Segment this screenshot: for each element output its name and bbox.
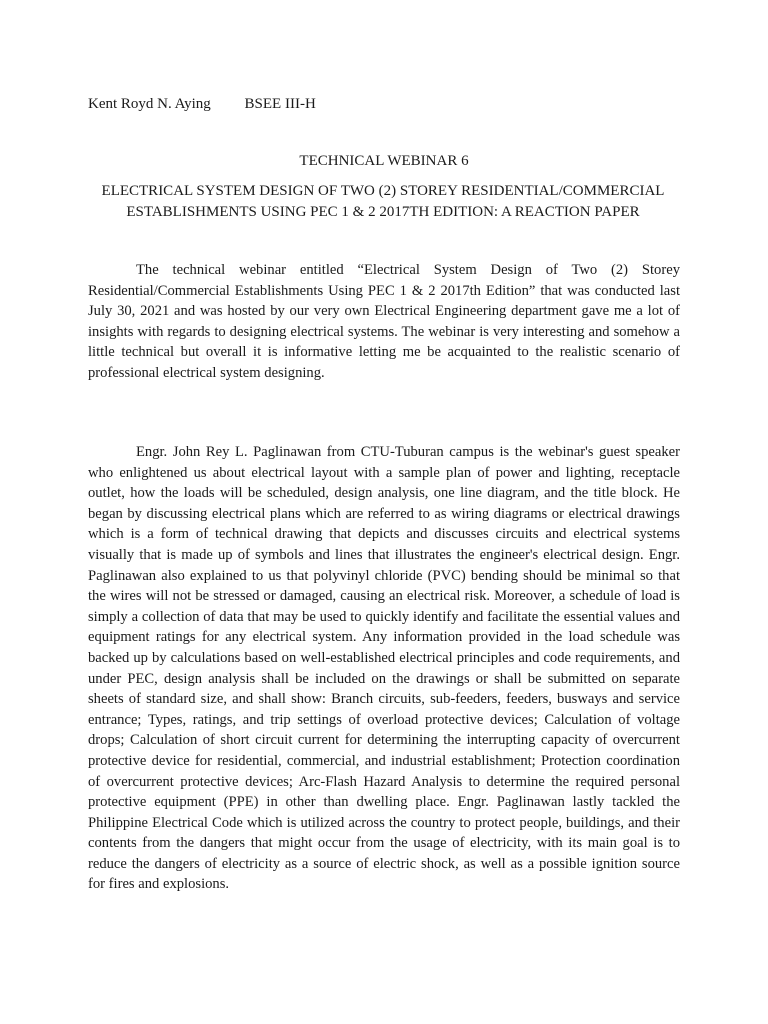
body-paragraph-intro: The technical webinar entitled “Electrical System Design of Two (2) Storey Residential/Commercial Establishments Using PEC 1 & 2 2017th Edition” that was conducted last July 30, 2021 and was hosted by our very own Electrical Engineering department gave me a lot of insights with regards to designing electrical systems. The webinar is very interesting and somehow a little technical but overall it is informative letting me be acquainted to the realistic scenario of professional electrical system designing. xyxy=(88,262,680,381)
body-paragraph-speaker: Engr. John Rey L. Paglinawan from CTU-Tuburan campus is the webinar's guest speaker who enlightened us about electrical layout with a sample plan of power and lighting, receptacle outlet, how the loads will be scheduled, design analysis, one line diagram, and the title block. He began by discussing electrical plans which are referred to as wiring diagrams or electrical drawings which is a form of technical drawing that depicts and discusses circuits and electrical systems visually that is made up of symbols and lines that illustrates the engineer's electrical design. Engr. Paglinawan also explained to us that polyvinyl chloride (PVC) bending should be minimal so that the wires will not be stressed or damaged, causing an electrical risk. Moreover, a schedule of load is simply a collection of data that may be used to quickly identify and facilitate the essential values and equipment ratings for any electrical system. Any information provided in the load schedule was backed up by calculations based on well-established electrical principles and code requirements, and under PEC, design analysis shall be included on the drawings or shall be submitted on separate sheets of standard size, and shall show: Branch circuits, sub-feeders, feeders, busways and service entrance; Types, ratings, and trip settings of overload protective devices; Calculation of voltage drops; Calculation of short circuit current for determining the interrupting capacity of overcurrent protective device for residential, commercial, and industrial establishment; Protection coordination of overcurrent protective devices; Arc-Flash Hazard Analysis to determine the required personal protective equipment (PPE) in other than dwelling place. Engr. Paglinawan lastly tackled the Philippine Electrical Code which is utilized across the country to protect people, buildings, and their contents from the dangers that might occur from the usage of electricity, with its main goal is to reduce the dangers of electricity as a source of electric shock, as well as a possible ignition source for fires and explosions. xyxy=(88,444,680,893)
author-name: Kent Royd N. Aying xyxy=(88,96,211,112)
author-program: BSEE III-H xyxy=(244,96,316,112)
author-line xyxy=(88,94,316,114)
document-heading: TECHNICAL WEBINAR 6 xyxy=(299,153,469,169)
document-title: ELECTRICAL SYSTEM DESIGN OF TWO (2) STOREY RESIDENTIAL/COMMERCIAL ESTABLISHMENTS USING PEC 1 & 2 2017TH EDITION: A REACTION PAPER xyxy=(101,183,665,220)
